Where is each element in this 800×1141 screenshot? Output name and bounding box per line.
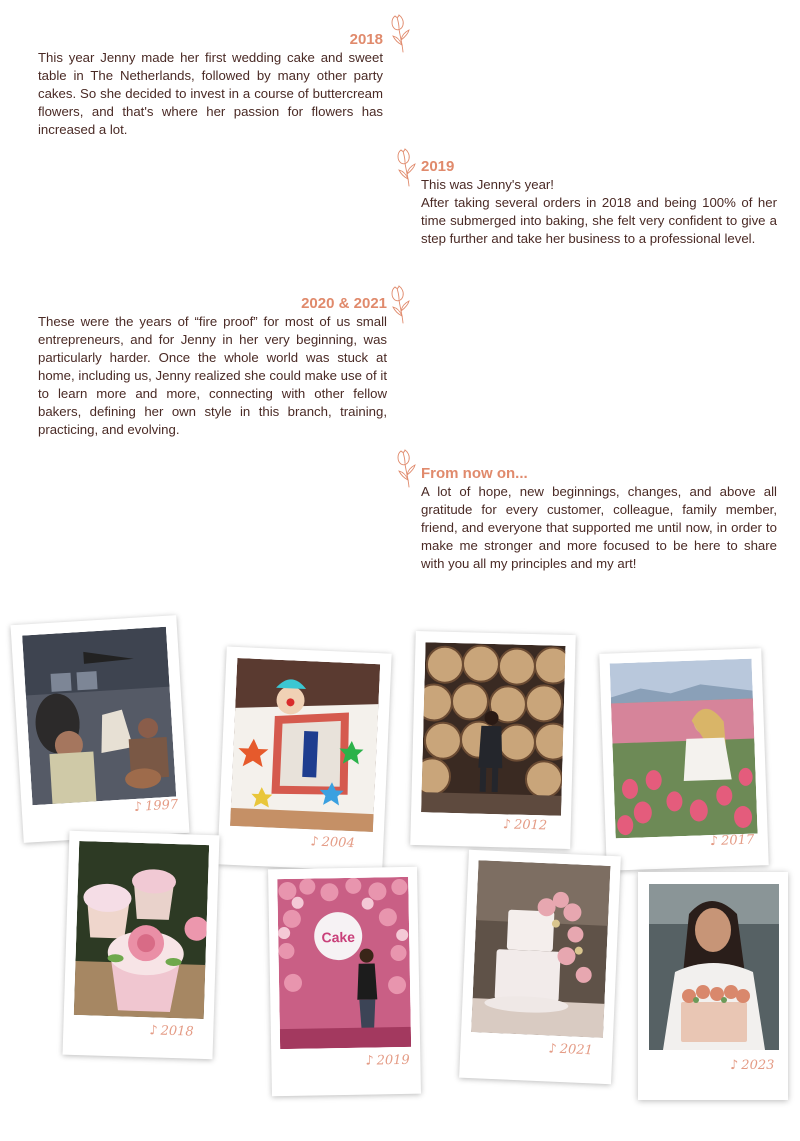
photo-caption: ♪ 2019 (365, 1052, 410, 1069)
timeline-entry-2020-2021 (38, 295, 387, 439)
signature-mark-icon: ♪ (548, 1041, 558, 1057)
timeline-entry-2018 (38, 31, 383, 139)
photo-caption: ♪ 2021 (548, 1041, 594, 1059)
photo-caption: ♪ 2023 (730, 1058, 775, 1073)
signature-mark-icon: ♪ (310, 834, 320, 850)
photo-caption: ♪ 2017 (709, 832, 755, 850)
signature-mark-icon: ♪ (133, 799, 143, 816)
entry-text-intro: This was Jenny's year! (421, 177, 554, 192)
photo-balloon-wall (277, 877, 411, 1049)
polaroid-2018 (63, 831, 220, 1060)
polaroid-2021 (459, 850, 621, 1084)
polaroid-2019 (268, 867, 421, 1097)
svg-text:Cake: Cake (321, 928, 356, 946)
tulip-icon (392, 447, 418, 489)
entry-text: After taking several orders in 2018 and being 100% of her time submerged into baking, she felt very confident to give a step further and take her business to a professional level. (421, 195, 777, 246)
polaroid-2004 (217, 647, 391, 872)
polaroid-1997 (11, 615, 190, 843)
tulip-icon (386, 12, 412, 54)
photo-tulip-field (610, 659, 758, 839)
polaroid-2012 (410, 631, 576, 849)
photo-caption: ♪ 2018 (149, 1023, 194, 1040)
photo-clown-cake (230, 658, 380, 832)
photo-old-family (22, 627, 176, 805)
photo-caption: ♪ 2004 (310, 834, 356, 852)
signature-mark-icon: ♪ (709, 833, 719, 850)
timeline-entry-from-now-on (421, 465, 777, 573)
signature-mark-icon: ♪ (149, 1023, 158, 1039)
photo-caption: ♪ 1997 (133, 797, 179, 816)
entry-year: 2018 (349, 31, 383, 48)
polaroid-2017 (599, 648, 768, 871)
tulip-icon (386, 283, 412, 325)
entry-text: These were the years of “fire proof” for most of us small entrepreneurs, and for Jenny in her very beginning, was particularly harder. Once the whole world was stuck at home, including us, Jenny realized she could make use of it to learn more and more, connecting with other fellow bakers, defining her own style in this branch, training, practicing, and evolving. (38, 314, 387, 437)
signature-mark-icon: ♪ (730, 1058, 739, 1073)
entry-text: This year Jenny made her first wedding cake and sweet table in The Netherlands, followed by many other party cakes. So she decided to invest in a course of buttercream flowers, and that's where her passion for flowers has increased a lot. (38, 50, 383, 137)
signature-mark-icon: ♪ (502, 817, 512, 833)
signature-mark-icon: ♪ (365, 1053, 374, 1069)
entry-year: 2020 & 2021 (301, 295, 387, 312)
entry-year: From now on... (421, 465, 528, 482)
tulip-icon (392, 146, 418, 188)
entry-year: 2019 (421, 158, 455, 175)
photo-floral-wedding-cake (471, 860, 610, 1038)
timeline-entry-2019 (421, 158, 777, 248)
photo-caption: ♪ 2012 (502, 817, 548, 834)
photo-rose-cupcakes (74, 841, 209, 1019)
polaroid-2023 (638, 872, 788, 1100)
photo-wine-barrels (421, 642, 565, 816)
photo-flower-box-cake (649, 884, 779, 1050)
entry-text: A lot of hope, new beginnings, changes, and above all gratitude for every customer, colleague, family member, friend, and everyone that supported me until now, in order to make me stronger and more focused to be here to share with you all my principles and my art! (421, 484, 777, 571)
